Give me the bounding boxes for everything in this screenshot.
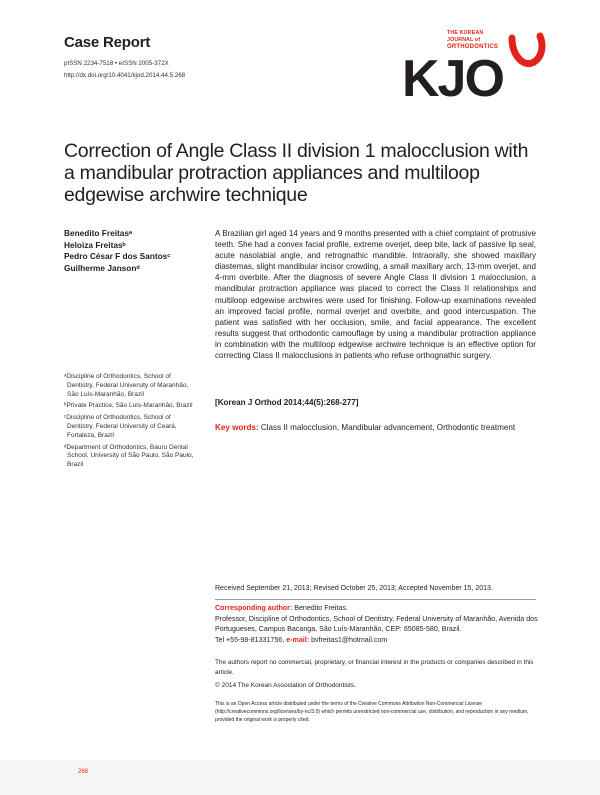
issn: pISSN 2234-7518 • eISSN 2005-372X	[64, 60, 169, 67]
article-title: Correction of Angle Class II division 1 malocclusion with a mandibular protraction appliances and multiloop edgewise archwire technique	[64, 140, 529, 206]
affiliation: ᵈDepartment of Orthodontics, Bauru Dental School, University of São Paulo, São Paulo, Brazil	[64, 443, 194, 469]
corresponding-tel: Tel +55-98-81331756,	[215, 635, 285, 644]
author: Benedito Freitasᵃ	[64, 228, 133, 238]
affiliation: ᵇPrivate Practice, São Luís-Maranhão, Brazil	[64, 402, 193, 410]
corresponding-name: Benedito Freitas.	[294, 604, 348, 612]
divider	[215, 599, 536, 600]
email-label: e-mail:	[286, 635, 310, 644]
journal-name-line1: THE KOREAN JOURNAL of	[447, 30, 484, 43]
author: Heloiza Freitasᵇ	[64, 239, 126, 250]
logo-text: KJO	[402, 50, 503, 106]
logo-swoosh	[512, 36, 542, 64]
received-dates: Received September 21, 2013; Revised October 25, 2013; Accepted November 15, 2013.	[215, 585, 493, 592]
issn-doi	[64, 58, 185, 82]
footer-bar	[0, 760, 600, 795]
author: Pedro César F dos Santosᶜ	[64, 251, 171, 262]
author-list	[64, 228, 170, 274]
corresponding-label: Corresponding author:	[215, 604, 293, 612]
copyright: © 2014 The Korean Association of Orthodontists.	[215, 682, 356, 689]
keywords	[215, 422, 536, 433]
disclosure: The authors report no commercial, proprietary, or financial interest in the products or companies described in this article.	[215, 659, 534, 676]
affiliation: ᵃDiscipline of Orthodontics, School of Dentistry, Federal University of Maranhão, São Luís-Maranhão, Brazil	[64, 373, 189, 398]
affiliation: ᶜDiscipline of Orthodontics, School of Dentistry, Federal University of Ceará, Fortaleza, Brazil	[64, 414, 177, 439]
keywords-text: Class II malocclusion, Mandibular advancement, Orthodontic treatment	[260, 423, 516, 432]
keywords-label: Key words:	[215, 423, 259, 432]
page-number: 268	[78, 769, 89, 775]
corresponding-author	[215, 603, 540, 645]
citation: [Korean J Orthod 2014;44(5):268-277]	[215, 398, 359, 407]
author: Guilherme Jansonᵈ	[64, 262, 140, 273]
doi-link[interactable]: http://dx.doi.org/10.4041/kjod.2014.44.5.268	[64, 72, 186, 79]
license-text: This is an Open Access article distributed under the terms of the Creative Commons Attribution Non-Commercial License (http://creativecommons.org/licenses/by-nc/3.0) which permits unrestricted non-commercial use, distribution, and reproduction in any medium, provided the original work is properly cited.	[215, 701, 529, 724]
journal-name-line2: ORTHODONTICS	[447, 44, 499, 50]
affiliations	[64, 373, 199, 473]
email-link[interactable]: bvfreitas1@hotmail.com	[311, 635, 388, 644]
kjo-logo	[400, 26, 550, 106]
abstract: A Brazilian girl aged 14 years and 9 months presented with a chief complaint of protrusive teeth. She had a convex facial profile, extreme overjet, deep bite, lack of passive lip seal, acute nasolabial angle, and retrognathic mandible. Intraorally, she showed maxillary diastemas, slight mandibular incisor crowding, a small maxillary arch, 13-mm overjet, and 4-mm overbite. After the diagnosis of severe Angle Class II division 1 malocclusion, a mandibular protraction appliance was placed to correct the Class II relationships and multiloop edgewise archwires were used for finishing. Follow-up examinations revealed an improved facial profile, normal overjet and overbite, and good intercuspation. The patient was satisfied with her occlusion, smile, and facial appearance. The excellent results suggest that orthodontic camouflage by using a mandibular protraction appliance in combination with the multiloop edgewise archwire technique is an effective option for correcting Class II malocclusions in patients who refuse orthognathic surgery.	[215, 229, 536, 361]
corresponding-address: Professor, Discipline of Orthodontics, School of Dentistry, Federal University of Maranhão, Avenida dos Portugueses, Campus Bacanga, São Luís-Maranhão, CEP: 65085-580, Brazil.	[215, 614, 538, 633]
section-label: Case Report	[64, 34, 151, 51]
